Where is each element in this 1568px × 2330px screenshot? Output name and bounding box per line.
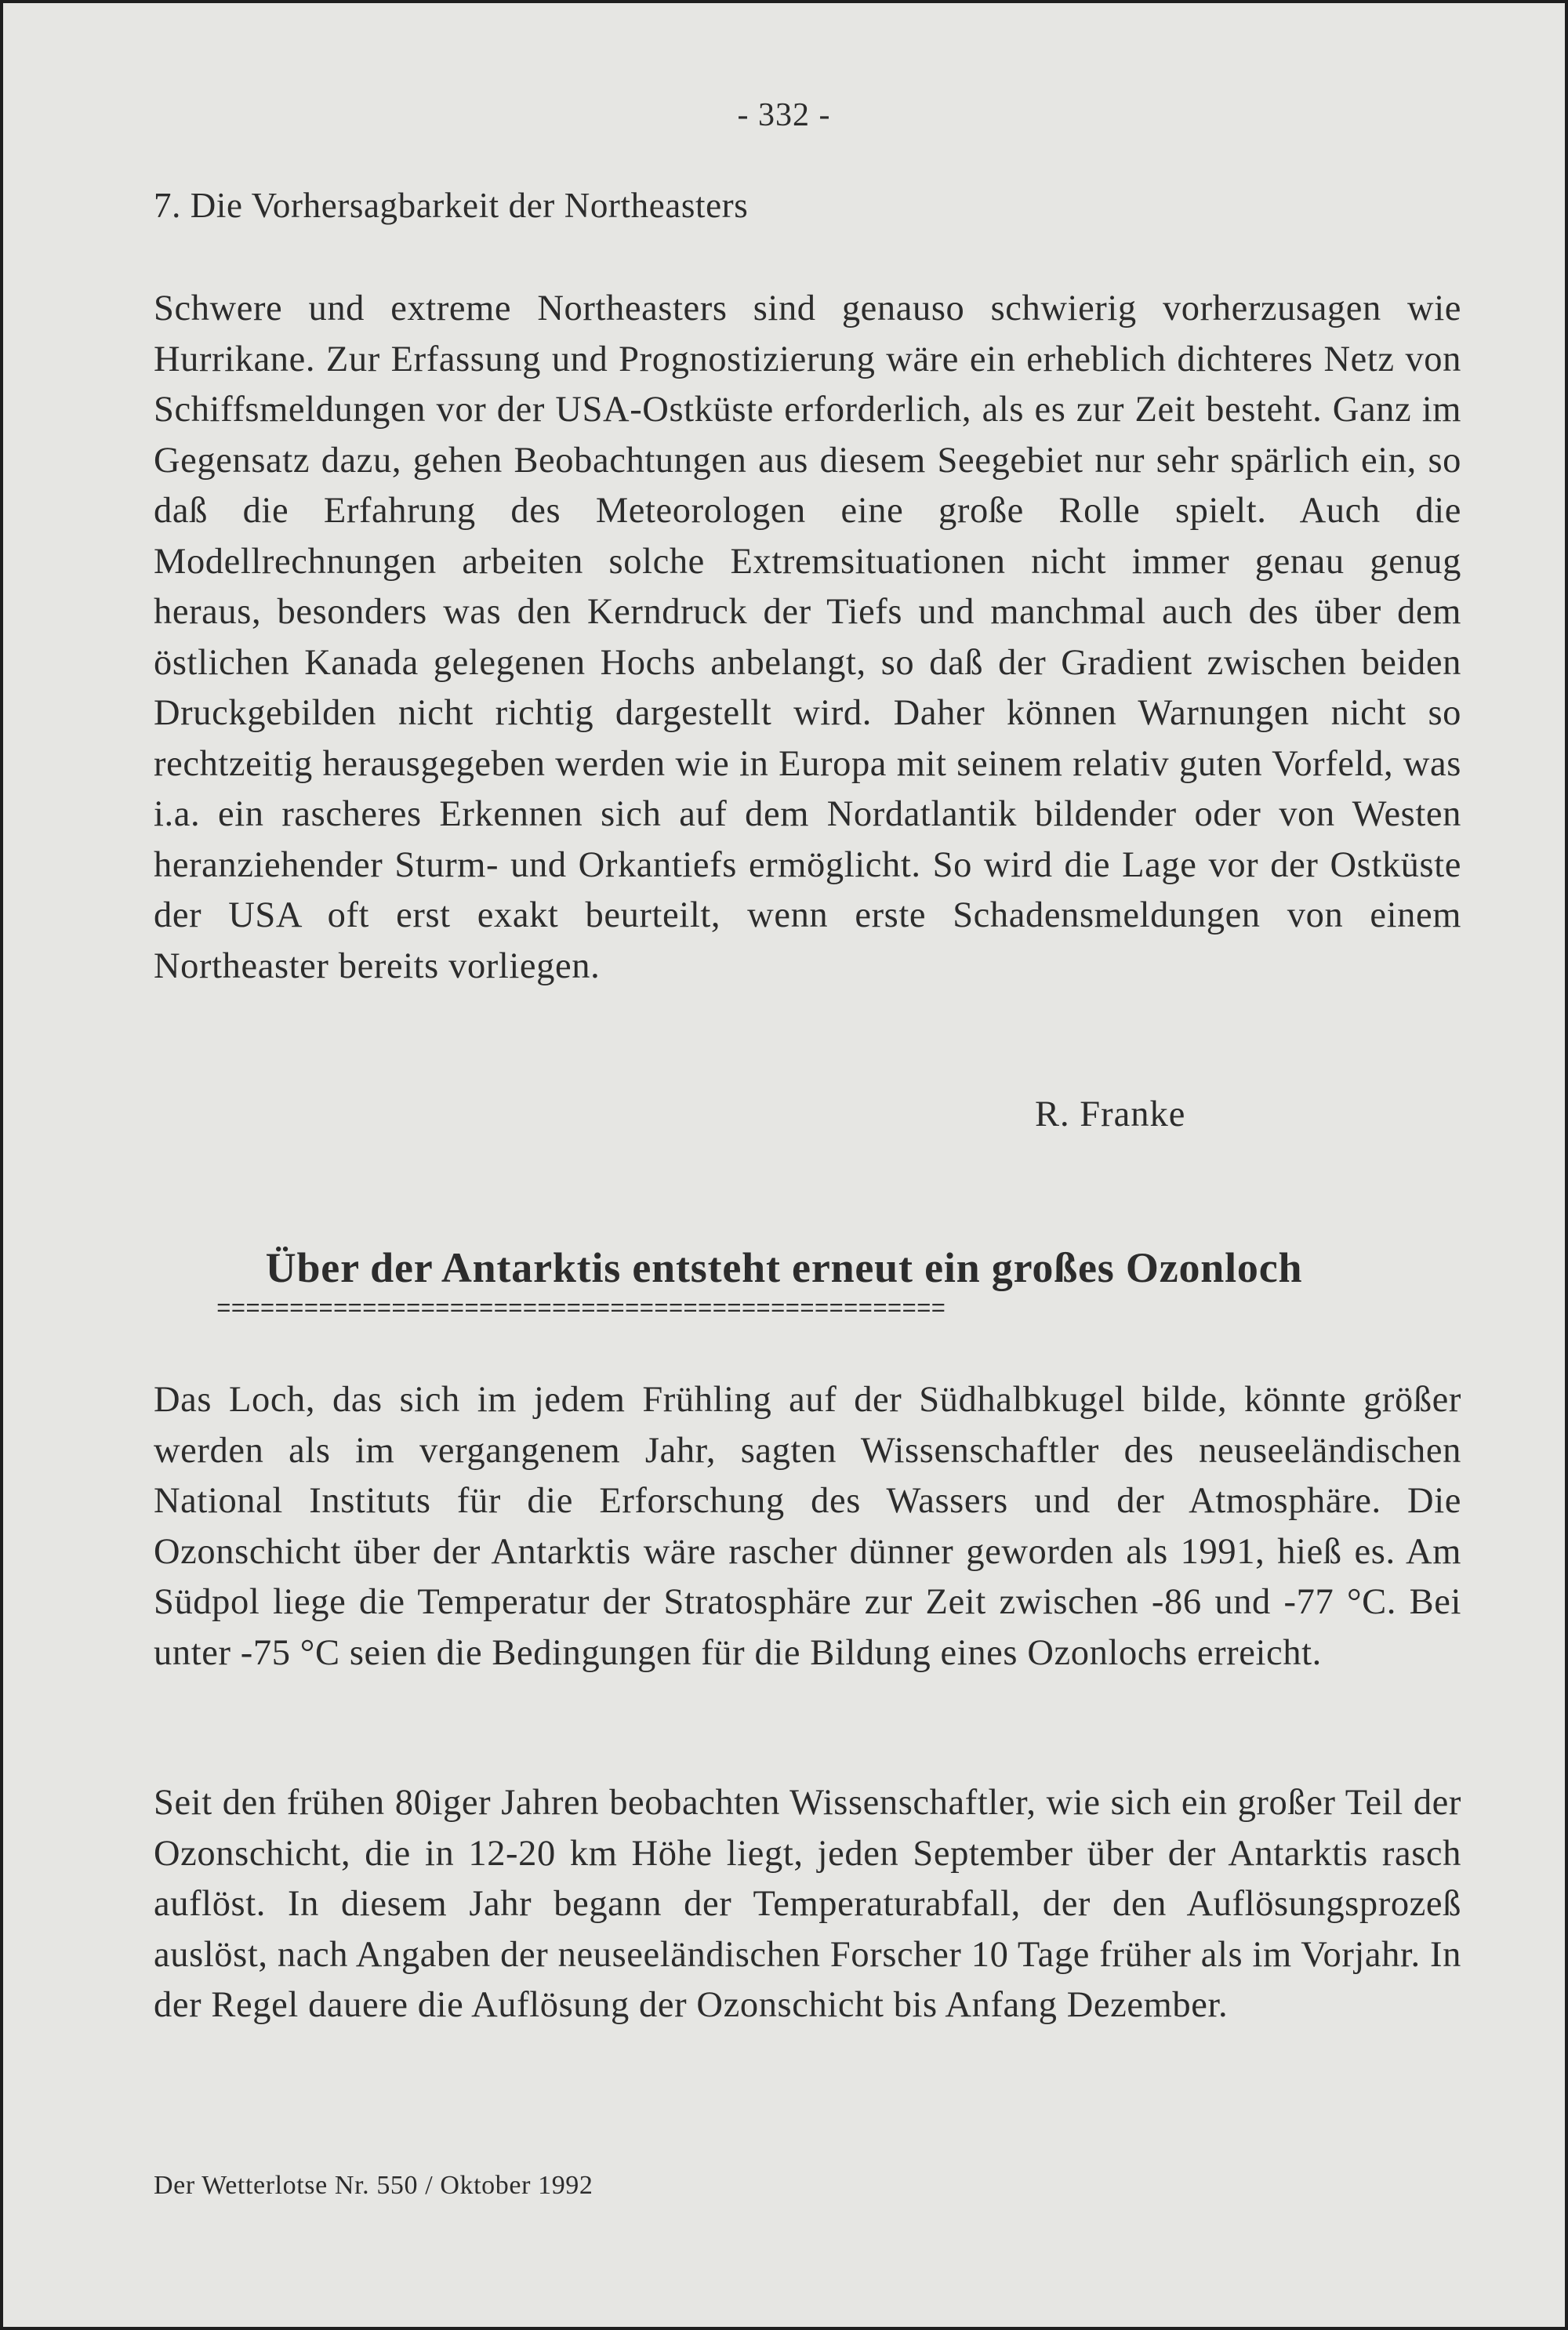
- section-heading: 7. Die Vorhersagbarkeit der Northeasters: [154, 186, 749, 225]
- paragraph-ozone-observation: Seit den frühen 80iger Jahren beobachten Wissenschaftler, wie sich ein großer Teil der Ozonschicht, die in 12-20 km Höhe liegt, jeden September über der Antarktis rasch auflöst. In diesem Jahr begann der Temperaturabfall, der den Auflösungsprozeß auslöst, nach Angaben der neuseeländischen Forscher 10 Tage früher als im Vorjahr. In der Regel dauere die Auflösung der Ozonschicht bis Anfang Dezember.: [154, 1783, 1461, 2025]
- document-page: [3, 3, 1565, 2327]
- footer-citation: Der Wetterlotse Nr. 550 / Oktober 1992: [154, 2171, 593, 2200]
- author-signature: R. Franke: [1035, 1094, 1186, 1134]
- paragraph-northeasters: Schwere und extreme Northeasters sind genauso schwierig vorherzusagen wie Hurrikane. Zur Erfassung und Prognostizierung wäre ein erheblich dichteres Netz von Schiffsmeldungen vor der USA-Ostküste erforderlich, als es zur Zeit besteht. Ganz im Gegensatz dazu, gehen Beobachtungen aus diesem Seegebiet nur sehr spärlich ein, so daß die Erfahrung des Meteorologen eine große Rolle spielt. Auch die Modellrechnungen arbeiten solche Extremsituationen nicht immer genau genug heraus, besonders was den Kerndruck der Tiefs und manchmal auch des über dem östlichen Kanada gelegenen Hochs anbelangt, so daß der Gradient zwischen beiden Druckgebilden nicht richtig dargestellt wird. Daher können Warnungen nicht so rechtzeitig herausgegeben werden wie in Europa mit seinem relativ guten Vorfeld, was i.a. ein rascheres Erkennen sich auf dem Nordatlantik bildender oder von Westen heranziehender Sturm- und Orkantiefs ermöglicht. So wird die Lage vor der Ostküste der USA oft erst exakt beurteilt, wenn erste Schadensmeldungen von einem Northeaster bereits vorliegen.: [154, 289, 1461, 986]
- article-title: Über der Antarktis entsteht erneut ein großes Ozonloch: [265, 1244, 1303, 1291]
- title-underline: ==================================================: [216, 1300, 946, 1320]
- paragraph-ozone-hole: Das Loch, das sich im jedem Frühling auf der Südhalbkugel bilde, könnte größer werden als im vergangenem Jahr, sagten Wissenschaftler des neuseeländischen National Instituts für die Erforschung des Wassers und der Atmosphäre. Die Ozonschicht über der Antarktis wäre rascher dünner geworden als 1991, hieß es. Am Südpol liege die Temperatur der Stratosphäre zur Zeit zwischen -86 und -77 °C. Bei unter -75 °C seien die Bedingungen für die Bildung eines Ozonlochs erreicht.: [154, 1380, 1461, 1673]
- page-number: - 332 -: [737, 97, 831, 133]
